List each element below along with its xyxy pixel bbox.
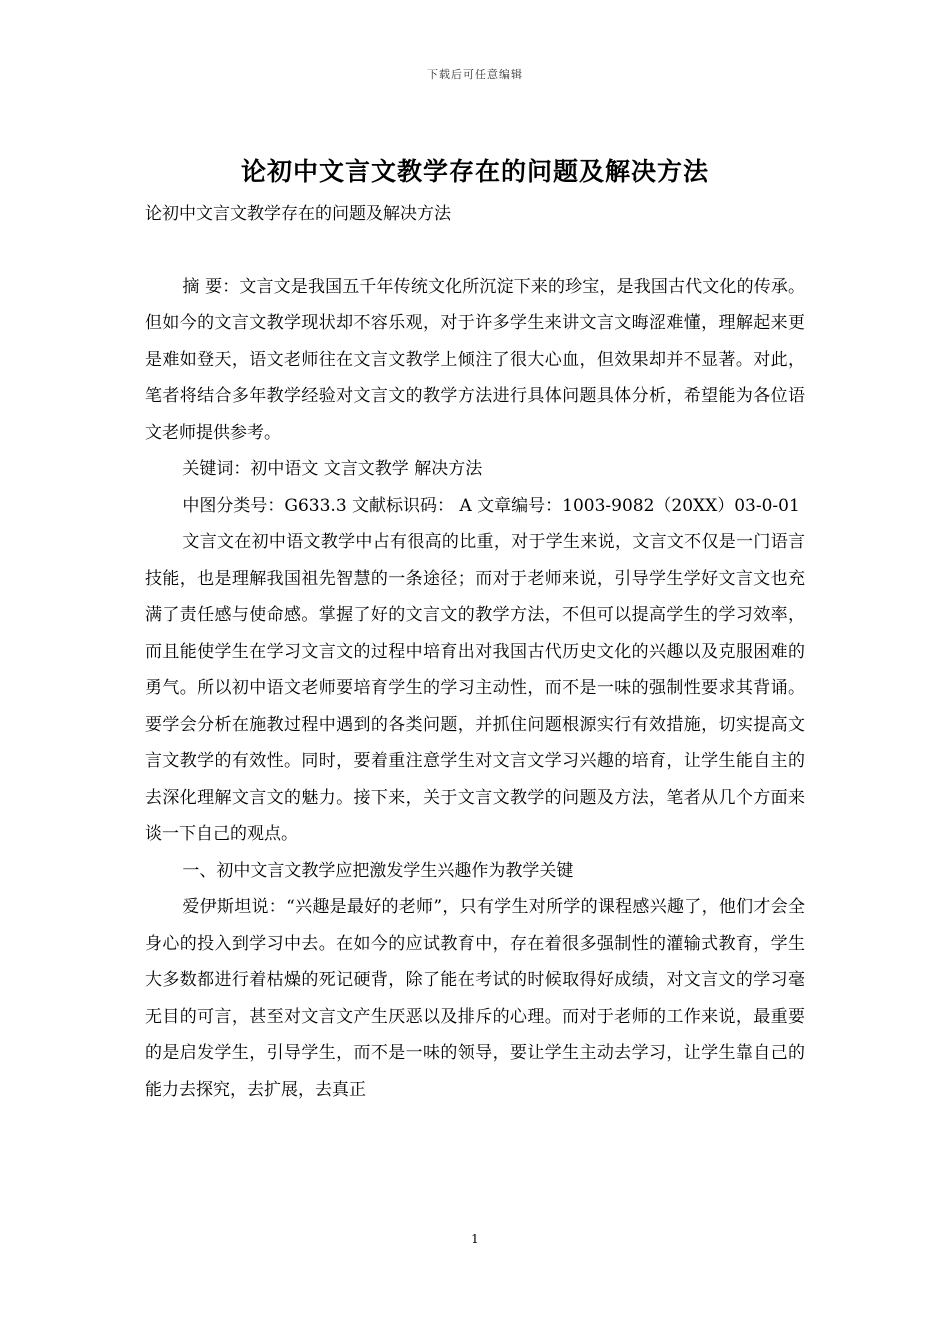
document-title: 论初中文言文教学存在的问题及解决方法 [240,157,709,186]
page-number: 1 [471,1232,479,1246]
section-paragraph: 爱伊斯坦说：“兴趣是最好的老师”，只有学生对所学的课程感兴趣了，他们才会全身心的投入到学习中去。在如今的应试教育中，存在着很多强制性的灌输式教育，学生大多数都进行着枯燥的死记硬背，除了能在考试的时候取得好成绩，对文言文的学习毫无目的可言，甚至对文言文产生厌恶以及排斥的心理。而对于老师的工作来说，最重要的是启发学生，引导学生，而不是一味的领导，要让学生主动去学习，让学生靠自己的能力去探究，去扩展，去真正 [145,897,805,1100]
document-body [145,196,805,1108]
classification-line: 中图分类号：G633.3 文献标识码： A 文章编号：1003-9082（20XX）03-0-01 [182,495,800,516]
keywords-line: 关键词：初中语文 文言文教学 解决方法 [182,459,483,479]
document-subtitle: 论初中文言文教学存在的问题及解决方法 [145,204,451,224]
section-heading: 一、初中文言文教学应把激发学生兴趣作为教学关键 [182,860,574,881]
intro-paragraph: 文言文在初中语文教学中占有很高的比重，对于学生来说，文言文不仅是一门语言技能，也是理解我国祖先智慧的一条途径；而对于老师来说，引导学生学好文言文也充满了责任感与使命感。掌握了好的文言文的教学方法，不但可以提高学生的学习效率，而且能使学生在学习文言文的过程中培育出对我国古代历史文化的兴趣以及克服困难的勇气。所以初中语文老师要培育学生的学习主动性，而不是一味的强制性要求其背诵。要学会分析在施教过程中遇到的各类问题，并抓住问题根源实行有效措施，切实提高文言文教学的有效性。同时，要着重注意学生对文言文学习兴趣的培育，让学生能自主的去深化理解文言文的魅力。接下来，关于文言文教学的问题及方法，笔者从几个方面来谈一下自己的观点。 [145,532,805,844]
header-note: 下载后可任意编辑 [427,68,523,81]
abstract-paragraph: 摘 要：文言文是我国五千年传统文化所沉淀下来的珍宝，是我国古代文化的传承。但如今的文言文教学现状却不容乐观，对于许多学生来讲文言文晦涩难懂，理解起来更是难如登天，语文老师往在文言文教学上倾注了很大心血，但效果却并不显著。对此，笔者将结合多年教学经验对文言文的教学方法进行具体问题具体分析，希望能为各位语文老师提供参考。 [145,276,805,443]
